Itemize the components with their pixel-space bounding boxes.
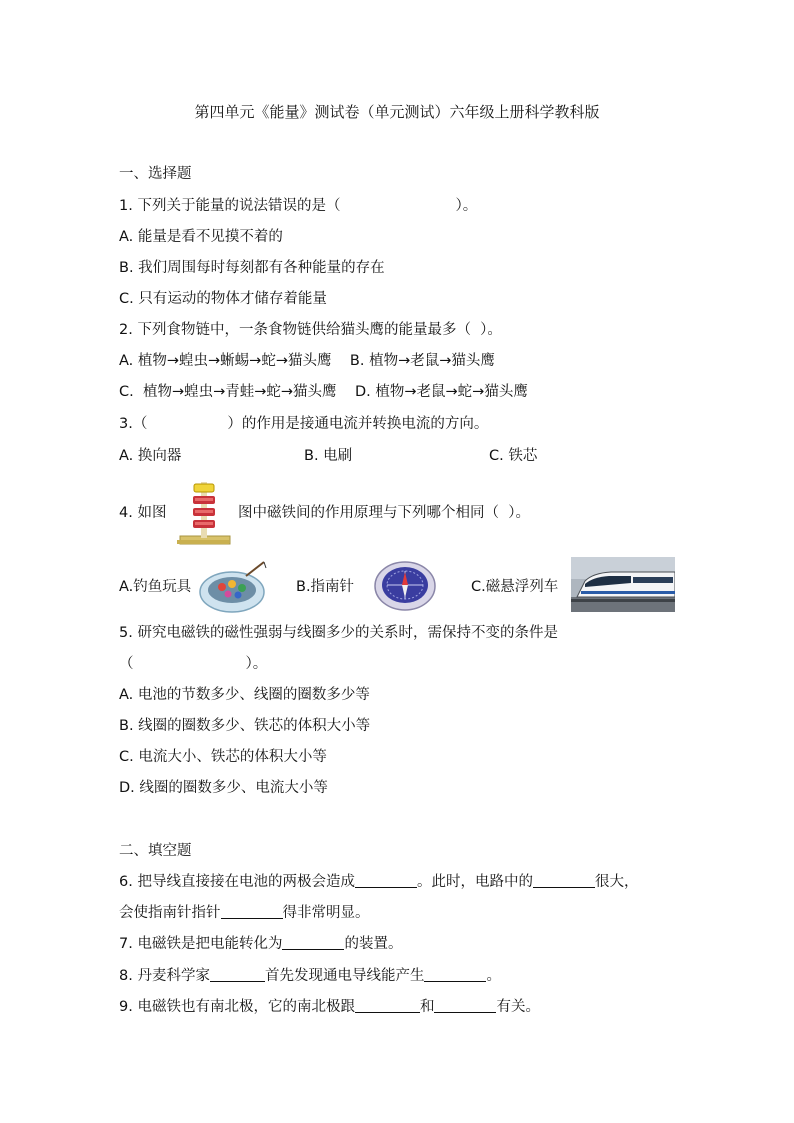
q3-stem-end: ）的作用是接通电流并转换电流的方向。: [227, 416, 489, 432]
q8-blank-2[interactable]: [424, 967, 486, 982]
q7-text-a: 7. 电磁铁是把电能转化为: [119, 936, 283, 952]
q1-stem-text: 1. 下列关于能量的说法错误的是（: [119, 198, 341, 214]
question-6-line-1: [119, 872, 638, 892]
question-2-stem: 2. 下列食物链中，一条食物链供给猫头鹰的能量最多（ ）。: [119, 322, 502, 338]
question-6-line-2: [119, 903, 370, 923]
q6-text-b: 。此时，电路中的: [416, 874, 533, 890]
question-4-stem-end: 图中磁铁间的作用原理与下列哪个相同（ ）。: [238, 505, 530, 521]
q5-stem-start: （: [119, 656, 134, 672]
q6-blank-1[interactable]: [355, 873, 417, 888]
q3-option-a: A. 换向器: [119, 448, 182, 464]
q5-option-c: C. 电流大小、铁芯的体积大小等: [119, 749, 327, 765]
question-1-stem: [119, 196, 477, 216]
q2-options-row-2: C. 植物→蝗虫→青蛙→蛇→猫头鹰 D. 植物→老鼠→蛇→猫头鹰: [119, 384, 528, 400]
q3-stem-start: 3.（: [119, 416, 148, 432]
q3-option-c: C. 铁芯: [489, 448, 538, 464]
q1-option-c: C. 只有运动的物体才储存着能量: [119, 291, 327, 307]
q8-text-a: 8. 丹麦科学家: [119, 968, 210, 984]
q8-text-b: 首先发现通电导线能产生: [264, 968, 425, 984]
q8-text-c: 。: [486, 968, 501, 984]
q7-text-b: 的装置。: [344, 936, 403, 952]
question-7: [119, 934, 402, 954]
q9-blank-1[interactable]: [355, 998, 420, 1013]
q6-text-d: 会使指南针指针: [119, 905, 221, 921]
q8-blank-1[interactable]: [210, 967, 265, 982]
q7-blank[interactable]: [282, 935, 344, 950]
q6-text-e: 得非常明显。: [282, 905, 370, 921]
q3-option-b: B. 电刷: [304, 448, 353, 464]
q1-option-b: B. 我们周围每时每刻都有各种能量的存在: [119, 260, 385, 276]
q5-option-a: A. 电池的节数多少、线圈的圈数多少等: [119, 687, 370, 703]
q5-option-d: D. 线圈的圈数多少、电流大小等: [119, 780, 328, 796]
question-9: [119, 997, 540, 1017]
section-heading-choice: 一、选择题: [119, 166, 192, 182]
q9-text-a: 9. 电磁铁也有南北极，它的南北极跟: [119, 999, 355, 1015]
q4-option-c: C.磁悬浮列车: [471, 579, 559, 595]
fishing-toy-figure: [198, 560, 268, 614]
q6-text-a: 6. 把导线直接接在电池的两极会造成: [119, 874, 355, 890]
q5-option-b: B. 线圈的圈数多少、铁芯的体积大小等: [119, 718, 371, 734]
q1-option-a: A. 能量是看不见摸不着的: [119, 229, 283, 245]
question-3-stem: [119, 414, 488, 434]
question-4-stem-start: 4. 如图: [119, 505, 167, 521]
page-title: 第四单元《能量》测试卷（单元测试）六年级上册科学教科版: [194, 103, 600, 121]
q9-blank-2[interactable]: [434, 998, 496, 1013]
magnet-rings-figure: [174, 480, 234, 546]
q9-text-b: 和: [419, 999, 435, 1015]
maglev-train-figure: [571, 557, 675, 612]
compass-figure: [374, 560, 436, 612]
q6-blank-2[interactable]: [533, 873, 595, 888]
q9-text-c: 有关。: [496, 999, 540, 1015]
q4-option-b: B.指南针: [296, 579, 355, 595]
q2-options-row-1: A. 植物→蝗虫→蜥蜴→蛇→猫头鹰 B. 植物→老鼠→猫头鹰: [119, 353, 495, 369]
q5-stem-end: ）。: [245, 656, 268, 672]
q1-stem-end: ）。: [455, 198, 478, 214]
question-5-stem-line-2: [119, 654, 267, 674]
question-5-stem: 5. 研究电磁铁的磁性强弱与线圈多少的关系时，需保持不变的条件是: [119, 625, 558, 641]
q6-text-c: 很大，: [594, 874, 639, 890]
q4-option-a: A.钓鱼玩具: [119, 579, 192, 595]
question-8: [119, 966, 501, 986]
section-heading-fill-in: 二、填空题: [119, 843, 192, 859]
q6-blank-3[interactable]: [221, 904, 283, 919]
